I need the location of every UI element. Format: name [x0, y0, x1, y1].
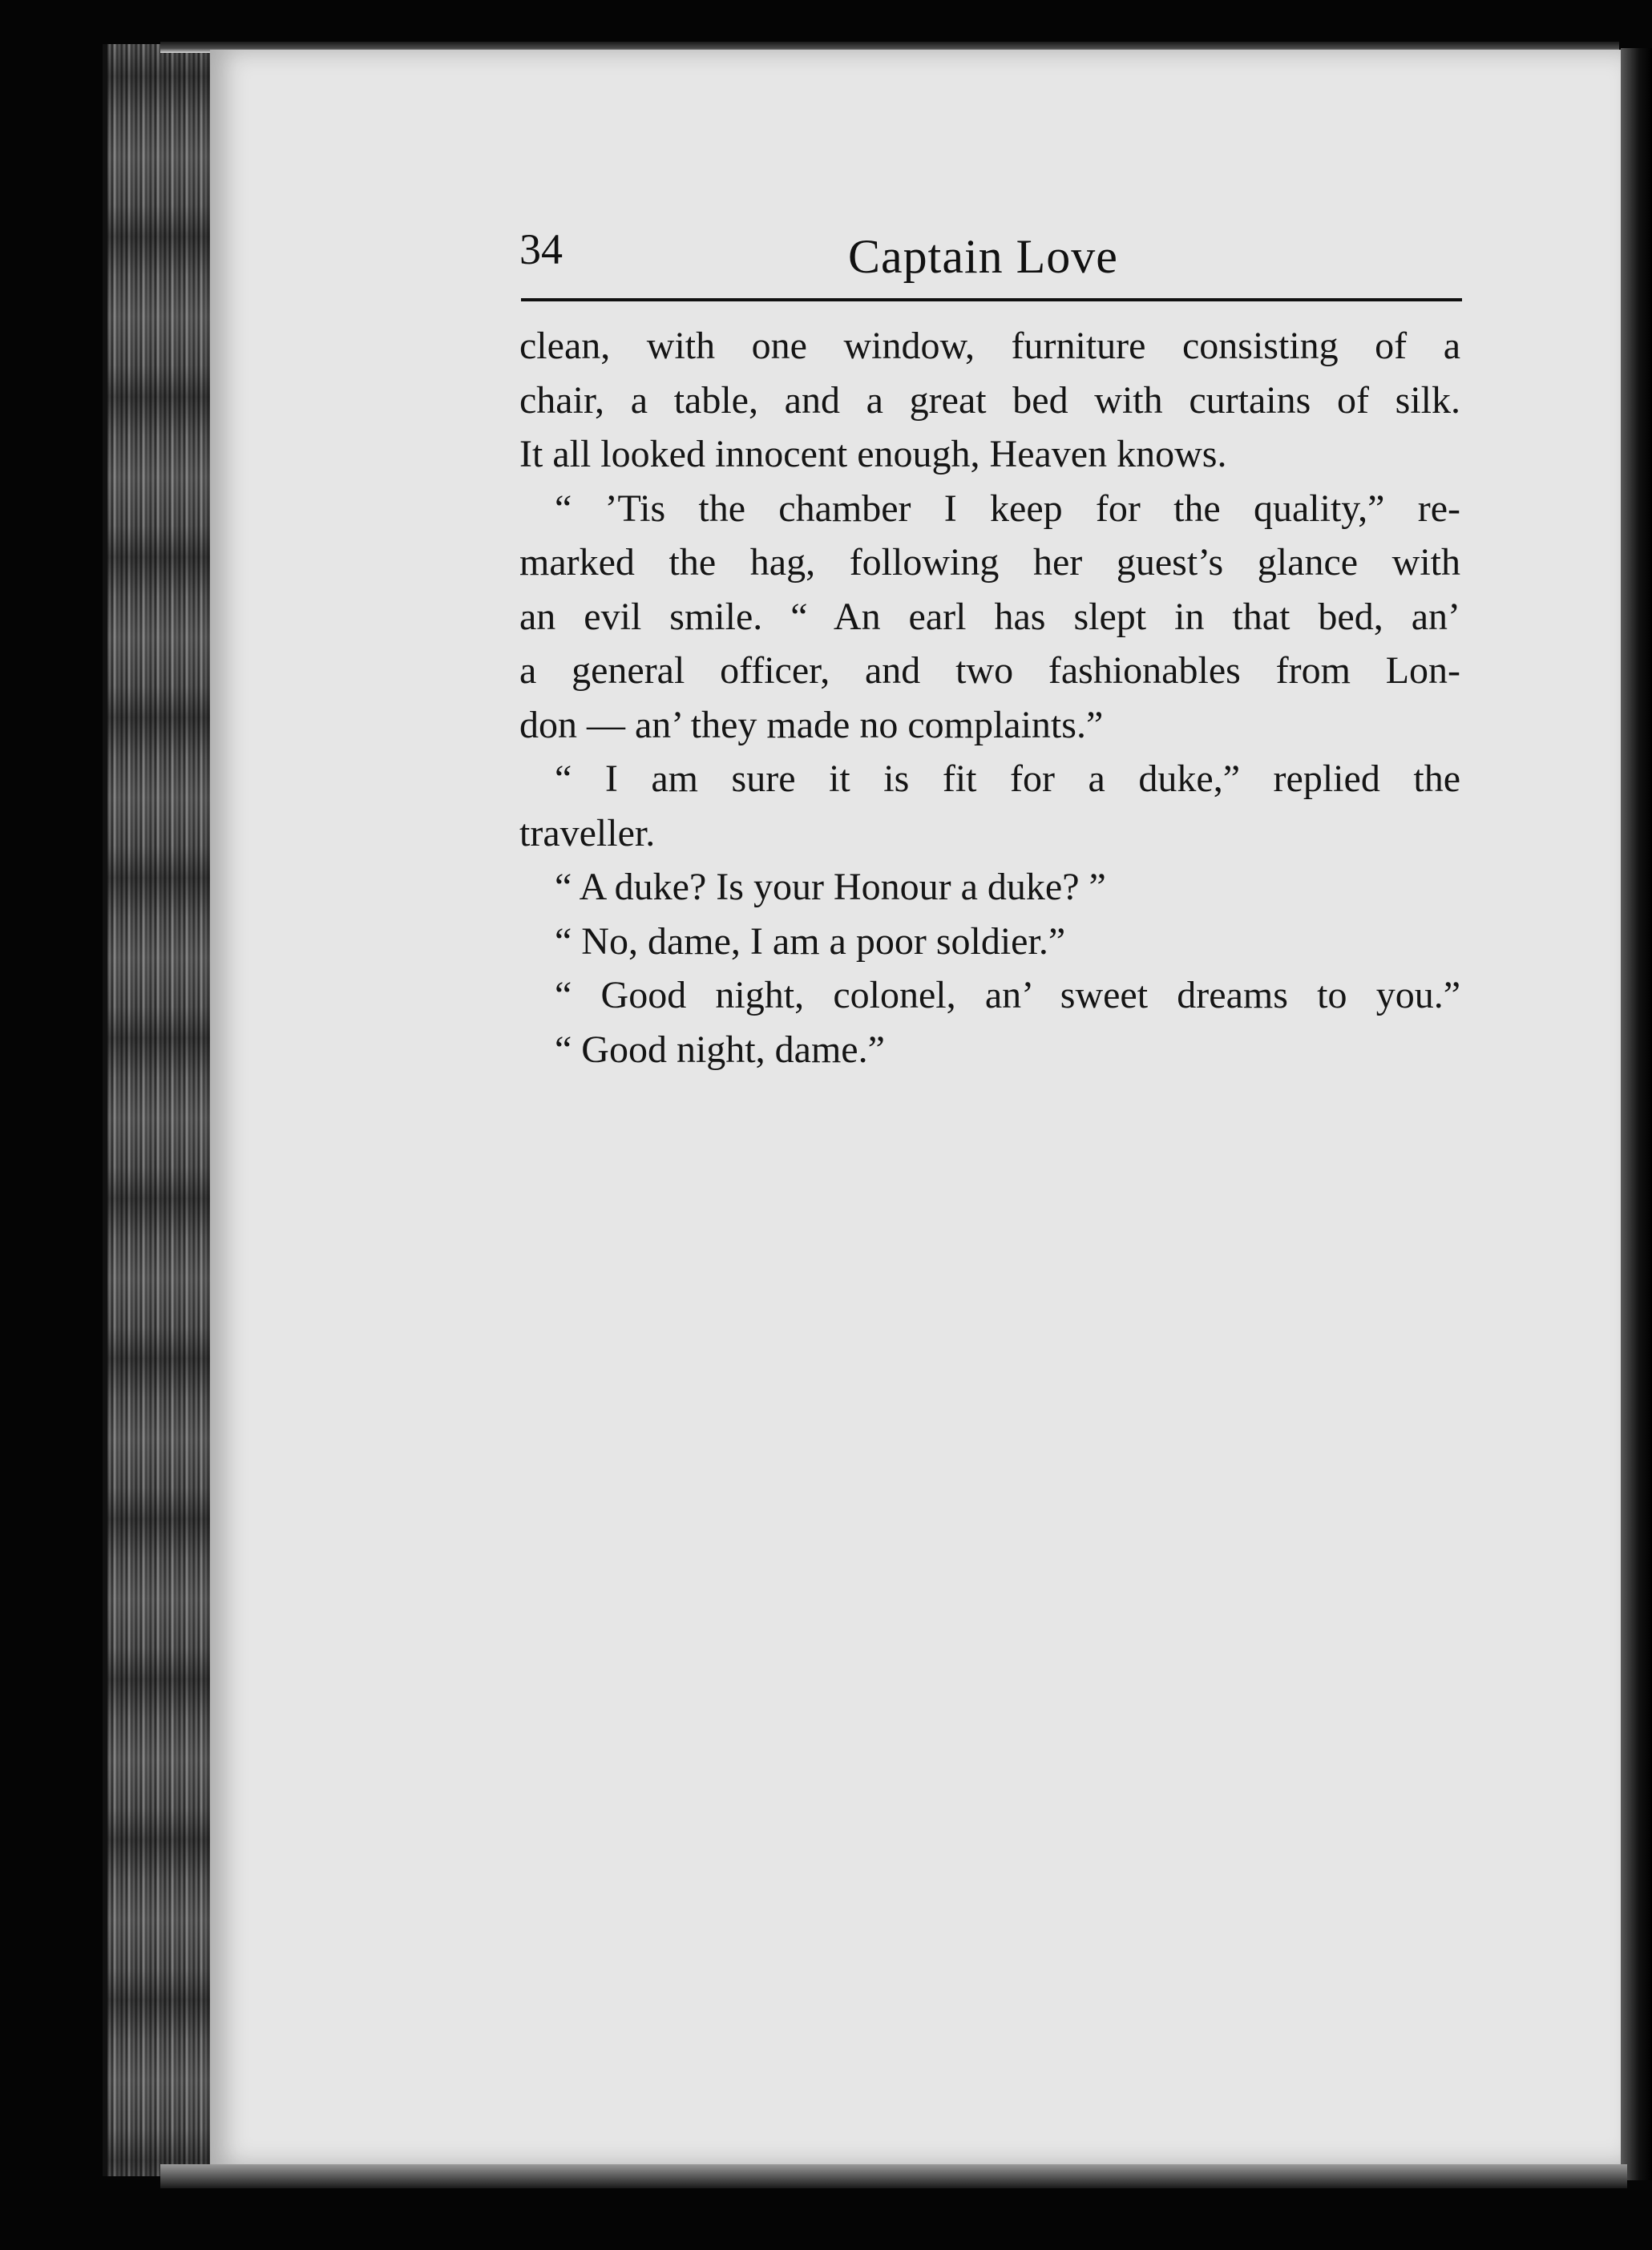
text-line: “ No, dame, I am a poor soldier.”	[555, 919, 1066, 963]
text-line: “ Good night, dame.”	[555, 1028, 885, 1071]
text-line: chair, a table, and a great bed with curtains of silk.	[519, 378, 1460, 422]
text-line: “ ’Tis the chamber I keep for the quality,” re-	[555, 487, 1460, 530]
text-line: “ A duke? Is your Honour a duke? ”	[555, 866, 1106, 908]
body-text	[519, 319, 1460, 1077]
text-line: don — an’ they made no complaints.”	[519, 703, 1104, 746]
text-line: clean, with one window, furniture consisting of a	[519, 325, 1460, 367]
text-line: “ Good night, colonel, an’ sweet dreams to you.”	[555, 974, 1460, 1016]
header-rule	[521, 298, 1462, 301]
book-page-edges	[103, 44, 220, 2176]
page-right-edge	[1621, 48, 1652, 2180]
text-line: traveller.	[519, 811, 656, 854]
page-bottom-edge	[160, 2164, 1627, 2188]
running-head	[519, 223, 1459, 295]
text-line: It all looked innocent enough, Heaven knows.	[519, 433, 1227, 475]
page-number: 34	[519, 225, 563, 273]
text-line: a general officer, and two fashionables from Lon-	[519, 649, 1460, 692]
text-line: an evil smile. “ An earl has slept in that bed, an’	[519, 595, 1460, 638]
text-line: marked the hag, following her guest’s glance with	[519, 541, 1460, 584]
running-title: Captain Love	[848, 230, 1118, 283]
text-line: “ I am sure it is fit for a duke,” replied the	[555, 757, 1460, 800]
